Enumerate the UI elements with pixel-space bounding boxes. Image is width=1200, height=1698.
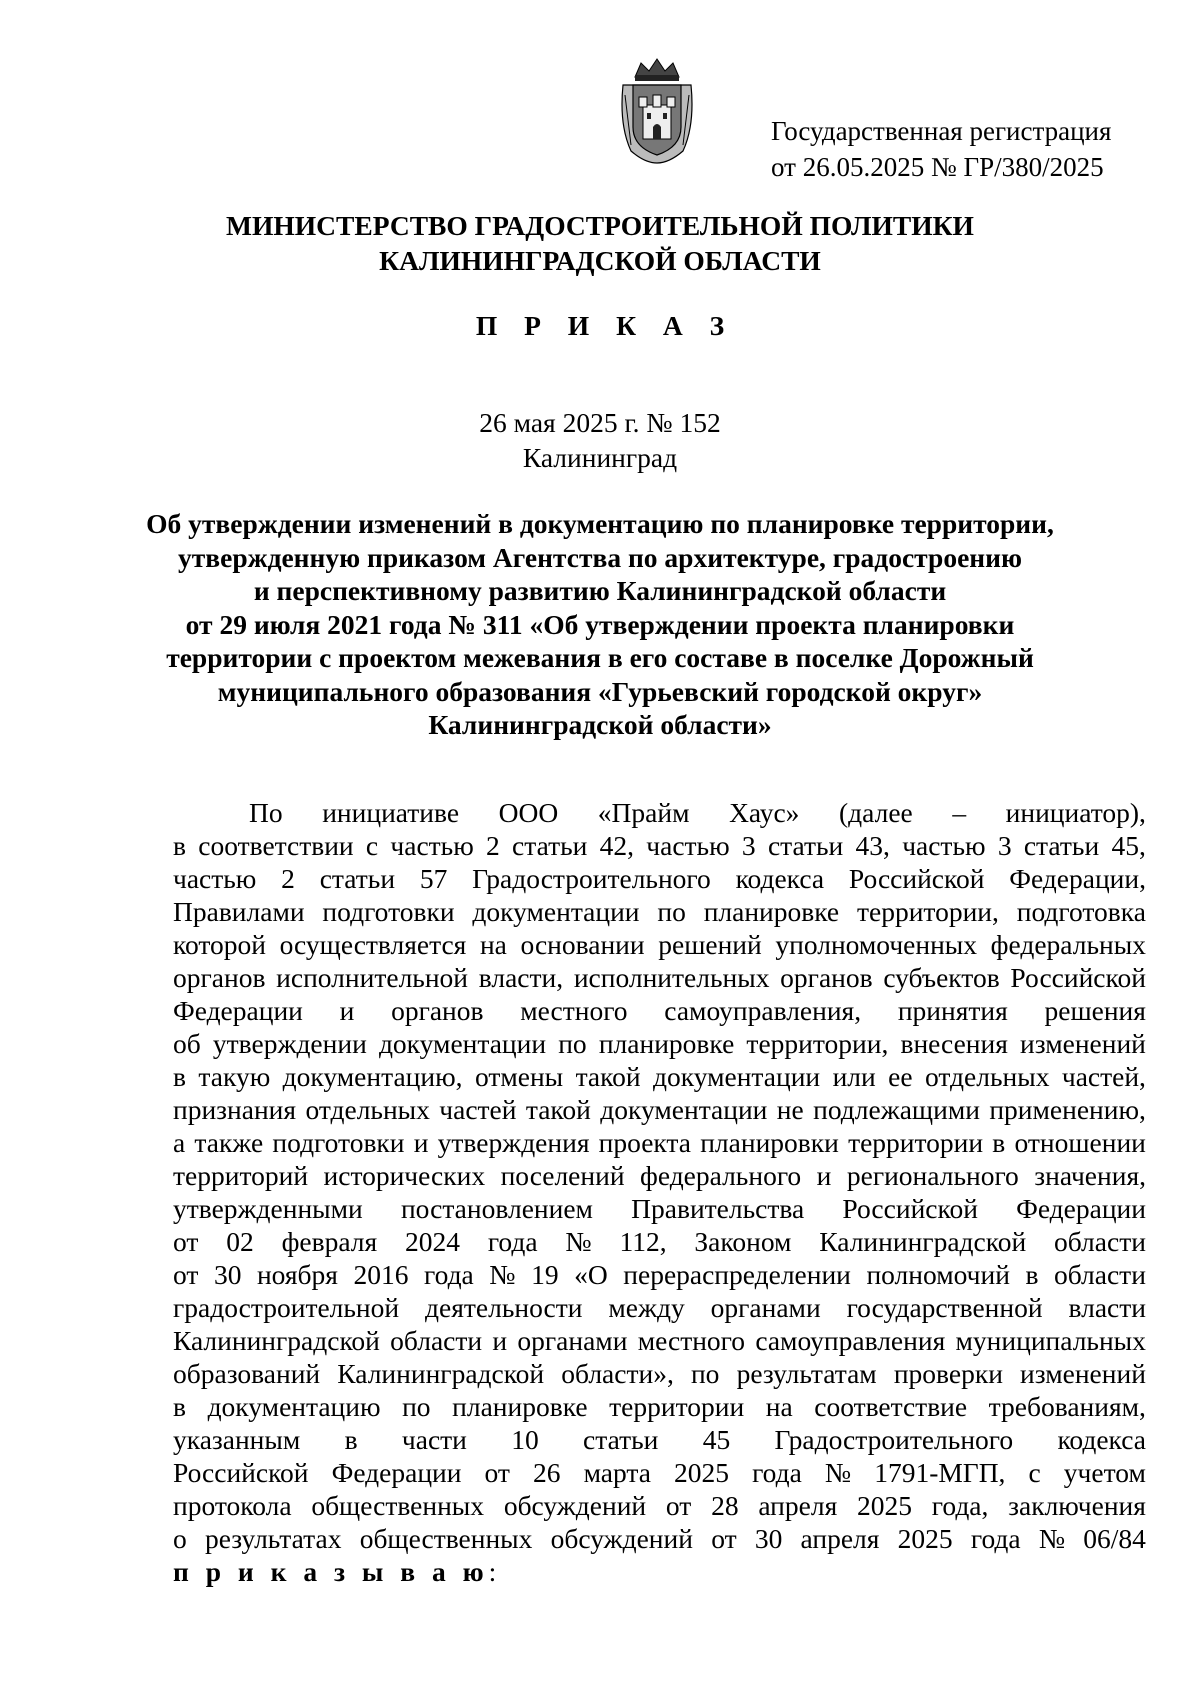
body-word: общественных bbox=[311, 1490, 485, 1521]
order-directive-colon: : bbox=[488, 1556, 497, 1587]
body-word: территорий bbox=[173, 1160, 309, 1191]
body-word: года bbox=[487, 1226, 538, 1257]
body-word: 2016 bbox=[353, 1259, 409, 1290]
ministry-line-2: КАЛИНИНГРАДСКОЙ ОБЛАСТИ bbox=[379, 245, 821, 276]
subject-line: и перспективному развитию Калининградской области bbox=[253, 575, 947, 606]
body-word: 2 bbox=[281, 863, 295, 894]
body-word: с bbox=[1028, 1457, 1041, 1488]
body-word: планировке bbox=[598, 1028, 735, 1059]
body-word: Калининградской bbox=[337, 1358, 545, 1389]
body-word: органами bbox=[710, 1292, 821, 1323]
body-word: 45 bbox=[702, 1424, 731, 1455]
body-word: 42, bbox=[599, 830, 635, 861]
body-word: № bbox=[824, 1457, 852, 1488]
body-word: органов bbox=[780, 962, 873, 993]
body-word: инициативе bbox=[322, 797, 460, 828]
body-word: 112, bbox=[619, 1226, 667, 1257]
body-word: апреля bbox=[800, 1523, 880, 1554]
body-word: года bbox=[970, 1523, 1021, 1554]
body-line bbox=[173, 796, 1146, 829]
body-word: органов bbox=[391, 995, 484, 1026]
body-word: документации bbox=[600, 1094, 768, 1125]
body-word: проверки bbox=[893, 1358, 1003, 1389]
body-word: поселений bbox=[500, 1160, 625, 1191]
body-word: года bbox=[424, 1259, 474, 1290]
body-word: перераспределении bbox=[623, 1259, 851, 1290]
body-word: значения, bbox=[1034, 1160, 1146, 1191]
order-directive-line bbox=[173, 1555, 1146, 1588]
body-word: подготовки bbox=[322, 896, 455, 927]
body-word: о bbox=[173, 1523, 187, 1554]
body-word: постановлением bbox=[400, 1193, 593, 1224]
body-word: исполнительной bbox=[276, 962, 469, 993]
body-word: градостроительной bbox=[173, 1292, 400, 1323]
body-word: федерального bbox=[640, 1160, 802, 1191]
body-word: 43, bbox=[855, 830, 890, 861]
body-line bbox=[173, 1489, 1146, 1522]
body-word: частью bbox=[173, 863, 257, 894]
body-word: утверждения bbox=[437, 1127, 590, 1158]
body-word: в bbox=[173, 830, 186, 861]
body-line bbox=[173, 862, 1146, 895]
body-line bbox=[173, 1324, 1146, 1357]
registration-label: Государственная регистрация bbox=[771, 116, 1112, 146]
body-line bbox=[173, 1027, 1146, 1060]
body-line bbox=[173, 1456, 1146, 1489]
body-word: изменений bbox=[1020, 1028, 1146, 1059]
body-word: «Прайм bbox=[597, 797, 690, 828]
body-word: 06/84 bbox=[1083, 1523, 1146, 1554]
ministry-header bbox=[0, 208, 1200, 278]
body-word: уполномоченных bbox=[775, 929, 978, 960]
body-word: 30 bbox=[213, 1259, 242, 1290]
body-word: Российской bbox=[173, 1457, 309, 1488]
body-line bbox=[173, 895, 1146, 928]
body-word: требованиям, bbox=[988, 1391, 1146, 1422]
body-word: утвержденными bbox=[173, 1193, 363, 1224]
body-word: 2 bbox=[486, 830, 500, 861]
body-word: и bbox=[816, 1160, 832, 1191]
body-line bbox=[173, 1258, 1146, 1291]
body-word: между bbox=[608, 1292, 685, 1323]
body-word: органов bbox=[173, 962, 266, 993]
body-word: Российской bbox=[848, 863, 985, 894]
body-word: Градостроительного bbox=[472, 863, 711, 894]
coat-of-arms-icon bbox=[617, 55, 697, 165]
body-word: исторических bbox=[323, 1160, 486, 1191]
document-type-title: П Р И К А З bbox=[475, 310, 735, 341]
body-word: статьи bbox=[512, 830, 588, 861]
body-word: Российской bbox=[1010, 962, 1146, 993]
body-word: частей bbox=[439, 1094, 517, 1125]
body-word: области bbox=[390, 1325, 483, 1356]
body-word: результатам bbox=[736, 1358, 877, 1389]
body-line bbox=[173, 1126, 1146, 1159]
body-word: органами bbox=[517, 1325, 628, 1356]
subject-line: утвержденную приказом Агентства по архитектуре, градостроению bbox=[178, 541, 1022, 573]
body-line bbox=[173, 1159, 1146, 1192]
body-word: части bbox=[401, 1424, 467, 1455]
body-word: обсуждений bbox=[550, 1523, 693, 1554]
body-line bbox=[173, 1390, 1146, 1423]
body-word: решений bbox=[658, 929, 762, 960]
body-word: марта bbox=[583, 1457, 651, 1488]
body-word: № bbox=[565, 1226, 592, 1257]
body-word: по bbox=[402, 1391, 431, 1422]
body-word: области bbox=[1053, 1259, 1146, 1290]
body-word: государственной bbox=[846, 1292, 1043, 1323]
body-word: 45, bbox=[1111, 830, 1146, 861]
preamble-paragraph bbox=[173, 796, 1146, 1588]
body-word: Калининградской bbox=[819, 1226, 1027, 1257]
body-word: документации bbox=[472, 896, 640, 927]
body-word: планировке bbox=[452, 1391, 588, 1422]
body-word: года, bbox=[931, 1490, 989, 1521]
body-word: и bbox=[492, 1325, 508, 1356]
body-word: № bbox=[489, 1259, 516, 1290]
body-word: по bbox=[657, 896, 686, 927]
body-word: подлежащими bbox=[813, 1094, 980, 1125]
body-word: частей, bbox=[1061, 1061, 1146, 1092]
ministry-line-1: МИНИСТЕРСТВО ГРАДОСТРОИТЕЛЬНОЙ ПОЛИТИКИ bbox=[226, 210, 974, 241]
body-word: 02 bbox=[226, 1226, 254, 1257]
body-word: в bbox=[992, 1127, 1006, 1158]
body-word: по bbox=[558, 1028, 587, 1059]
body-word: также bbox=[194, 1127, 264, 1158]
body-word: а bbox=[173, 1127, 186, 1158]
body-word: которой bbox=[173, 929, 266, 960]
body-word: 19 bbox=[531, 1259, 559, 1290]
body-line bbox=[173, 1291, 1146, 1324]
subject-line: Об утверждении изменений в документацию по планировке территории, bbox=[146, 508, 1054, 539]
body-word: протокола bbox=[173, 1490, 292, 1521]
body-word: внесения bbox=[900, 1028, 1008, 1059]
body-word: области», bbox=[561, 1358, 674, 1389]
order-city: Калининград bbox=[522, 442, 678, 473]
body-word: заключения bbox=[1008, 1490, 1146, 1521]
body-word: по bbox=[690, 1358, 720, 1389]
body-line bbox=[173, 1522, 1146, 1555]
body-word: регионального bbox=[846, 1160, 1019, 1191]
body-word: Калининградской bbox=[173, 1325, 380, 1356]
body-word: Хаус» bbox=[729, 797, 800, 828]
body-word: частью bbox=[646, 830, 730, 861]
body-word: указанным bbox=[173, 1424, 301, 1455]
body-word: Правилами bbox=[173, 896, 305, 927]
body-word: отдельных bbox=[925, 1061, 1050, 1092]
body-word: 28 bbox=[711, 1490, 739, 1521]
body-word: на bbox=[479, 929, 507, 960]
body-word: документацию, bbox=[282, 1061, 463, 1092]
body-word: 2025 bbox=[897, 1523, 953, 1554]
subject-line: территории с проектом межевания в его составе в поселке Дорожный bbox=[166, 642, 1034, 673]
body-word: в bbox=[173, 1061, 186, 1092]
body-word: (далее bbox=[839, 797, 913, 828]
body-word: кодекса bbox=[1057, 1424, 1146, 1455]
body-line bbox=[173, 961, 1146, 994]
body-word: основании bbox=[520, 929, 645, 960]
body-line bbox=[173, 1093, 1146, 1126]
body-word: статьи bbox=[1023, 830, 1100, 861]
body-word: осуществляется bbox=[279, 929, 467, 960]
body-word: применению, bbox=[989, 1094, 1146, 1125]
body-word: утверждении bbox=[212, 1028, 367, 1059]
body-word: По bbox=[249, 797, 283, 828]
body-word: самоуправления, bbox=[664, 995, 862, 1026]
body-word: ООО bbox=[498, 797, 559, 828]
body-word: Градостроительного bbox=[774, 1424, 1014, 1455]
body-word: и bbox=[413, 1127, 429, 1158]
body-word: статьи bbox=[583, 1424, 659, 1455]
body-word: самоуправления bbox=[755, 1325, 946, 1356]
body-word: от bbox=[173, 1259, 199, 1290]
body-word: 30 bbox=[754, 1523, 783, 1554]
body-word: – bbox=[952, 797, 967, 828]
body-word: Федерации bbox=[331, 1457, 462, 1488]
body-word: такой bbox=[575, 1061, 641, 1092]
body-word: с bbox=[365, 830, 379, 861]
body-word: 2025 bbox=[674, 1457, 729, 1488]
body-word: ее bbox=[888, 1061, 913, 1092]
body-word: области bbox=[1054, 1226, 1146, 1257]
body-line bbox=[173, 994, 1146, 1027]
body-word: 26 bbox=[533, 1457, 561, 1488]
body-line bbox=[173, 1192, 1146, 1225]
body-word: от bbox=[484, 1457, 510, 1488]
body-word: признания bbox=[173, 1094, 297, 1125]
body-word: планировке bbox=[703, 896, 840, 927]
body-word: планировки bbox=[700, 1127, 839, 1158]
body-word: власти bbox=[1068, 1292, 1146, 1323]
body-word: об bbox=[173, 1028, 201, 1059]
body-word: Правительства bbox=[631, 1193, 805, 1224]
body-word: Законом bbox=[694, 1226, 792, 1257]
body-word: территории bbox=[609, 1391, 745, 1422]
body-word: местного bbox=[637, 1325, 746, 1356]
body-word: апреля bbox=[758, 1490, 838, 1521]
body-word: соответствие bbox=[814, 1391, 968, 1422]
order-date-number: 26 мая 2025 г. № 152 bbox=[479, 407, 721, 438]
body-word: частью bbox=[390, 830, 474, 861]
body-line bbox=[173, 1225, 1146, 1258]
body-word: исполнительных bbox=[573, 962, 770, 993]
body-word: подготовки bbox=[272, 1127, 405, 1158]
body-word: документации bbox=[378, 1028, 547, 1059]
body-word: территории, bbox=[856, 896, 999, 927]
body-word: деятельности bbox=[425, 1292, 583, 1323]
registration-number: от 26.05.2025 № ГР/380/2025 bbox=[771, 152, 1104, 182]
body-word: территории bbox=[848, 1127, 984, 1158]
body-word: статьи bbox=[319, 863, 396, 894]
body-word: года bbox=[752, 1457, 802, 1488]
date-and-place bbox=[0, 405, 1200, 475]
body-word: или bbox=[832, 1061, 876, 1092]
body-word: «О bbox=[574, 1259, 608, 1290]
body-word: в bbox=[344, 1424, 358, 1455]
body-word: территории, bbox=[746, 1028, 889, 1059]
body-line bbox=[173, 928, 1146, 961]
body-word: 2025 bbox=[857, 1490, 912, 1521]
body-word: на bbox=[765, 1391, 793, 1422]
body-word: ноября bbox=[256, 1259, 338, 1290]
body-line bbox=[173, 829, 1146, 862]
body-word: проекта bbox=[598, 1127, 691, 1158]
body-word: 3 bbox=[997, 830, 1012, 861]
subject-line: Калининградской области» bbox=[428, 709, 772, 740]
body-word: документацию bbox=[207, 1391, 381, 1422]
body-word: обсуждений bbox=[503, 1490, 647, 1521]
body-word: отношении bbox=[1014, 1127, 1146, 1158]
body-word: 2024 bbox=[404, 1226, 460, 1257]
body-word: изменений bbox=[1020, 1358, 1146, 1389]
body-word: федеральных bbox=[990, 929, 1146, 960]
registration-stamp bbox=[771, 113, 1171, 185]
body-word: муниципальных bbox=[955, 1325, 1146, 1356]
order-directive-word: п р и к а з ы в а ю bbox=[173, 1556, 489, 1587]
body-line bbox=[173, 1060, 1146, 1093]
body-word: субъектов bbox=[883, 962, 1000, 993]
body-word: общественных bbox=[359, 1523, 533, 1554]
body-word: кодекса bbox=[735, 863, 825, 894]
body-word: и bbox=[339, 995, 355, 1026]
body-line bbox=[173, 1423, 1146, 1456]
body-word: в bbox=[1025, 1259, 1039, 1290]
body-word: 10 bbox=[511, 1424, 539, 1455]
body-line bbox=[173, 1357, 1146, 1390]
body-word: полномочий bbox=[866, 1259, 1010, 1290]
body-word: Федерации bbox=[1016, 1193, 1146, 1224]
body-word: такую bbox=[198, 1061, 271, 1092]
body-word: подготовка bbox=[1016, 896, 1146, 927]
body-word: такой bbox=[525, 1094, 591, 1125]
coat-of-arms-emblem bbox=[617, 55, 697, 165]
body-word: учетом bbox=[1063, 1457, 1146, 1488]
body-word: 57 bbox=[419, 863, 448, 894]
body-word: отдельных bbox=[305, 1094, 430, 1125]
body-word: от bbox=[173, 1226, 199, 1257]
body-word: местного bbox=[520, 995, 628, 1026]
subject-line: муниципального образования «Гурьевский городской округ» bbox=[217, 675, 983, 707]
body-word: от bbox=[665, 1490, 692, 1521]
body-word: в bbox=[173, 1391, 186, 1422]
body-word: отмены bbox=[474, 1061, 564, 1092]
body-word: инициатор), bbox=[1005, 797, 1146, 828]
body-word: Федерации, bbox=[1009, 863, 1146, 894]
body-word: решения bbox=[1044, 995, 1146, 1026]
subject-line: от 29 июля 2021 года № 311 «Об утверждении проекта планировки bbox=[185, 608, 1015, 640]
body-word: образований bbox=[173, 1358, 321, 1389]
body-word: Федерации bbox=[173, 995, 303, 1026]
body-word: не bbox=[776, 1094, 804, 1125]
body-word: документации bbox=[653, 1061, 821, 1092]
order-subject bbox=[0, 507, 1200, 742]
body-word: 1791-МГП, bbox=[874, 1457, 1006, 1488]
body-word: от bbox=[711, 1523, 737, 1554]
body-word: результатах bbox=[204, 1523, 342, 1554]
body-word: февраля bbox=[281, 1226, 378, 1257]
body-word: 3 bbox=[741, 830, 756, 861]
body-word: Российской bbox=[842, 1193, 978, 1224]
body-word: власти, bbox=[478, 962, 564, 993]
body-word: частью bbox=[902, 830, 986, 861]
body-word: статьи bbox=[767, 830, 844, 861]
body-word: № bbox=[1038, 1523, 1066, 1554]
body-word: соответствии bbox=[198, 830, 354, 861]
body-word: принятия bbox=[897, 995, 1008, 1026]
